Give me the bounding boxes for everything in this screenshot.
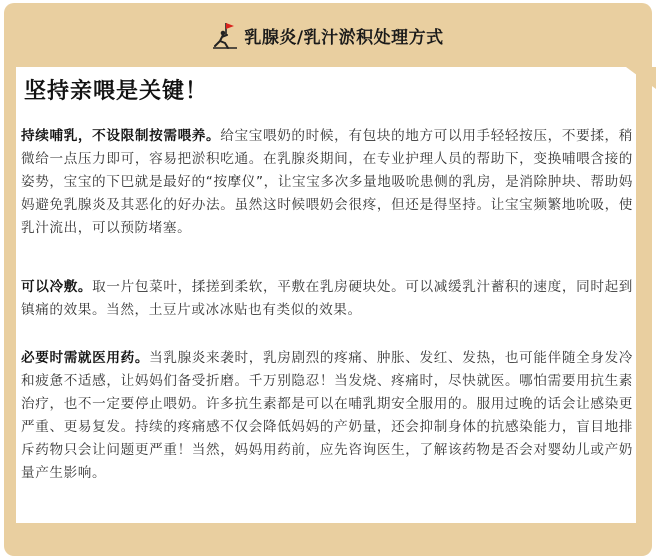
paragraph-body: 给宝宝喂奶的时候，有包块的地方可以用手轻轻按压，不要揉，稍微给一点压力即可，容易把淤积吃通。在乳腺炎期间，在专业护理人员的帮助下，变换哺喂含接的姿势，宝宝的下巴就是最好的“按摩仪”，让宝宝多次多量地吸吮患侧的乳房，是消除肿块、帮助妈妈避免乳腺炎及其恶化的好办法。虽然这时候喂奶会很疼，但还是得坚持。让宝宝频繁地吮吸，使乳汁流出，可以预防堵塞。 (21, 128, 633, 236)
card-title: 乳腺炎/乳汁淤积处理方式 (244, 27, 444, 48)
paragraph-continuous-nursing (21, 125, 633, 240)
paragraph-cold-compress (21, 276, 633, 322)
card-header (4, 3, 652, 67)
paragraph-lead: 必要时需就医用药。 (21, 350, 150, 366)
paragraph-seek-medical-care (21, 347, 633, 485)
corner-fold (626, 67, 656, 89)
paragraph-lead: 持续哺乳，不设限制按需喂养。 (21, 128, 221, 144)
section-heading: 坚持亲喂是关键！ (24, 79, 209, 104)
climber-flag-icon (212, 21, 238, 49)
paragraph-body: 取一片包菜叶，揉搓到柔软，平敷在乳房硬块处。可以减缓乳汁蓄积的速度，同时起到镇痛的效果。当然，土豆片或冰冰贴也有类似的效果。 (21, 279, 634, 318)
paragraph-lead: 可以冷敷。 (21, 279, 93, 295)
card-frame (4, 3, 652, 556)
paragraph-body: 当乳腺炎来袭时，乳房剧烈的疼痛、肿胀、发红、发热，也可能伴随全身发冷和疲惫不适感，让妈妈们备受折磨。千万别隐忍！当发烧、疼痛时，尽快就医。哪怕需要用抗生素治疗，也不一定要停止喂奶。许多抗生素都是可以在哺乳期安全服用的。服用过晚的话会让感染更严重、更易复发。持续的疼痛感不仅会降低妈妈的产奶量，还会抑制身体的抗感染能力，盲目地排斥药物只会让问题更严重！当然，妈妈用药前，应先咨询医生，了解该药物是否会对婴幼儿或产奶量产生影响。 (21, 350, 633, 481)
content-panel (16, 67, 636, 523)
